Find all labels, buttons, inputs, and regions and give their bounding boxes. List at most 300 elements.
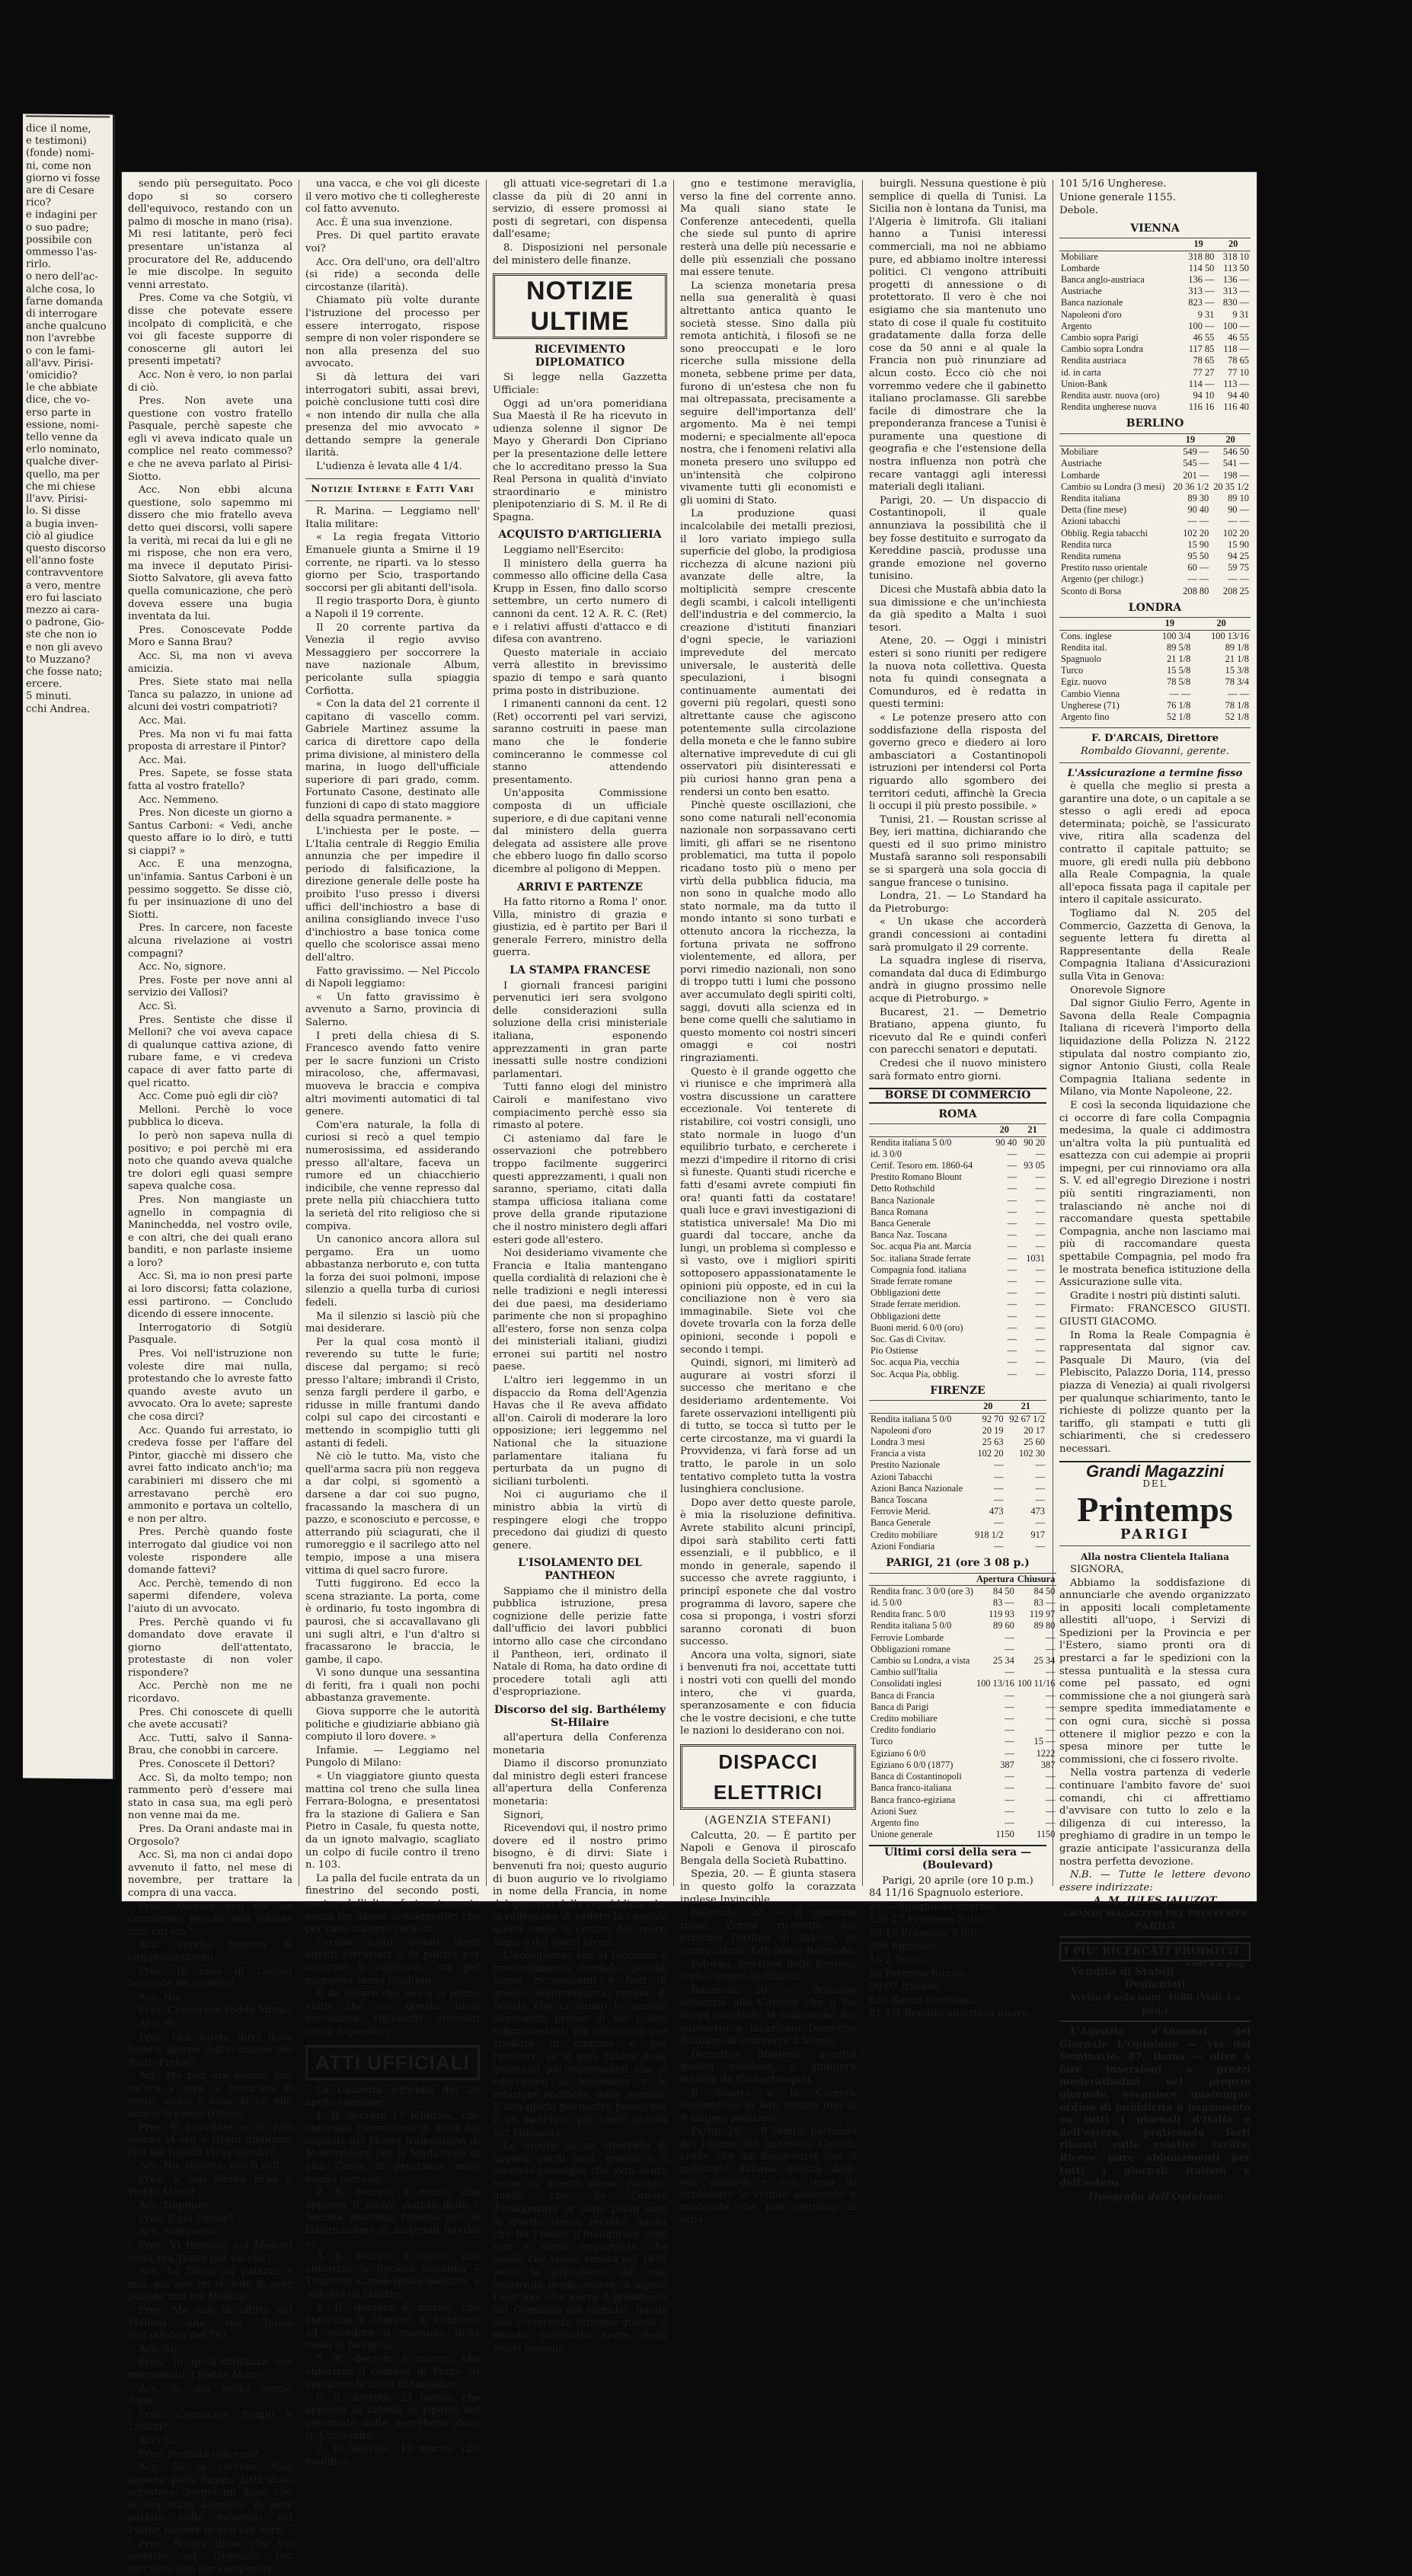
dispatch-item: Parigi, 20. — Un dispaccio di Costantinopoli, il quale annunziava la possibilità che il bey fosse destituito e surrogato da Kereddine pascià, produsse una grande emozione nel governo tunisino. [869,494,1046,583]
price-cell: 83 — [1033,1597,1056,1609]
price-cell: — [1046,1689,1056,1701]
price-cell: — [1007,1241,1017,1252]
parigi-borsa-city: PARIGI, 21 (ore 3 08 p.) [886,1557,1030,1570]
price-cell: — [1007,1159,1017,1171]
security-name: Austriache [1061,458,1102,469]
article-paragraph: Acc. Sì. [139,2343,177,2355]
security-name: Unione generale [871,1829,933,1840]
price-cell: — — [1187,574,1209,585]
price-cell: 546 50 [1222,446,1249,458]
table-row [869,1655,1056,1667]
price-cell: — [1035,1322,1045,1333]
printemps-salutation: SIGNORA, [1070,1563,1124,1575]
prev-page-line: dice il nome, [26,123,91,136]
article-paragraph: Furono tosto inviati degli agenti ferroviari e di polizia per scoprire il colpevole, ma pel momento senza risultato. [305,1936,480,1986]
prev-page-line: to Muzzano? [26,654,91,666]
price-cell: — — [1228,574,1249,585]
price-cell: 549 — [1183,446,1209,458]
table-row [869,1829,1056,1840]
price-cell: — [1005,1817,1014,1828]
table-header-cell: 19 [1181,238,1216,251]
article-paragraph: È da notare che non è la prima volta che su questa linea succedono vigliacchi attentati simili a questo. » [305,1988,480,2037]
vendita-stabili-sub: Avviso d'asta num. 1688 (Vedi 4.a pag.) [1069,1991,1241,2015]
price-cell: 15 3/8 [1225,665,1249,676]
security-name: Obblig. Regia tabacchi [1061,527,1148,539]
table-row [1059,562,1251,574]
ricercati-prodotti-banner [1059,1942,1251,1969]
price-cell: — [1005,1747,1014,1759]
price-cell: — [1046,1782,1056,1794]
section-heading: RICEVIMENTO DIPLOMATICO [535,344,625,369]
printemps-nb: N.B. — Tutte le lettere devono essere indirizzate: [1059,1869,1251,1894]
table-row [869,1299,1046,1310]
price-cell: 918 1/2 [975,1529,1004,1540]
prev-page-line: a bugia inven- [26,517,98,530]
price-cell: — — [1228,688,1249,699]
article-paragraph: Noi desideriamo vivamente che Francia e Italia mantengano quella cordialità di relazioni che è nelle tradizioni e negli interessi dei due paesi, ma desideriamo parimente che non si propaghino all'estero, forse non senza colpa dei ministeriali italiani, giudizi erronei sui partiti nel nostro paese. [493,1248,667,1373]
price-cell: 15 5/8 [1167,665,1191,676]
price-cell: 830 — [1222,297,1249,308]
article-paragraph: Acc. Sì, da molto tempo; non rammento però d'essere mai stato in casa sua, ma egli però non venne mai da me. [128,1772,292,1822]
section-heading: LA STAMPA FRANCESE [510,964,650,977]
security-name: Londra 3 mesi [871,1437,925,1448]
article-paragraph: Pres. Voi nell'istruzione non voleste dire mai nulla, protestando che lo avreste fatto quando aveste avuto un avvocato. Ora lo avete; sapreste che cosa dirci? [128,1348,292,1423]
table-row [869,1425,1046,1437]
price-cell: — [1005,1724,1014,1736]
table-row [869,1748,1056,1759]
article-paragraph: Acc. E una menzogna, un'infamia. Santus Carboni è un pessimo soggetto. Se disse ciò, fu per insinuazione di uno del Siotti. [128,858,292,921]
ad-paragraph: Onorevole Signore [1070,984,1166,996]
article-paragraph: Pres. E con Sanna Brau e Podde Moro? [128,2174,292,2198]
security-name: Soc. italiana Strade ferrate [871,1252,971,1264]
printemps-ad [1059,1461,1251,1938]
article-paragraph: Signori, [503,1809,544,1821]
table-header-cell: 19 [1147,618,1192,630]
security-name: Ungherese (71) [1061,699,1120,711]
security-name: Prestito Nazionale [871,1459,941,1471]
table-row [1059,286,1251,297]
price-cell: 102 20 [1222,527,1249,539]
price-cell: — [994,1459,1004,1471]
article-paragraph: Acc. Non è vero, io non parlai di ciò. [128,369,292,394]
article-paragraph: Si dà lettura dei vari interrogatori subiti, assai brevi, poichè conclusione tutti così dire « non intendo dir nulla che alla presenza del mio avvocato » dettando sempre la generale ilarità. [305,371,480,459]
article-paragraph: Pres. Di quel partito eravate voi? [305,230,480,254]
table-row [1059,586,1251,597]
article-paragraph: I rimanenti cannoni da cent. 12 (Ret) occorrenti pel vari servizi, saranno costruiti in paese man mano che le fonderie cominceranno le commesse col stanno attendendo presentamento. [493,698,667,786]
security-name: Detto Rothschild [871,1183,935,1194]
boulevard-line: 15 2 Turco. [869,1954,928,1967]
price-cell: — [1035,1540,1045,1552]
security-name: Azioni Banca Nazionale [871,1482,963,1494]
table-row [869,1736,1056,1747]
price-cell: — [1007,1148,1017,1159]
security-name: Argento [1061,320,1092,331]
article-paragraph: Pres. In carcere, non faceste alcuna rivelazione ai vostri compagni? [128,922,292,960]
article-paragraph: Acc. Sì, ma molto tempo dopo. [128,2383,292,2408]
security-name: Rendita italiana 5 0/0 [871,1620,952,1632]
article-paragraph: Pres. Sotgiù disse che voi andaste ad Orgosolo per tutt'altro che per comperare [128,2538,292,2575]
table-row [869,1494,1046,1506]
table-row [1059,493,1251,504]
article-paragraph: Per la qual cosa montò il reverendo su tutte le furie; discese dal pergamo; si recò presso l'altare; imbrandì il Cristo, senza fargli perdere il garbo, e ridusse in mille frantumi dando colpi sul capo dei circostanti e mettendo in scompiglio tutti gli astanti di fedeli. [305,1336,480,1449]
security-name: Lombarde [1061,262,1100,273]
article-paragraph: Pres. Vi trovaste col Melloni nella sua Tanca per vacche? [128,2240,292,2264]
printemps-addr2: GRANDI MAGAZZINI DEL PRINTEMPS [1062,1908,1247,1919]
ad-paragraph: In Roma la Reale Compagnia è rappresentata dal signor cav. Pasquale Di Mauro, (via del Plebiscito, Palazzo Doria, 114, presso piazza di Venezia) ai quali rivolgersi per qualunque schiarimento, tanto le richieste di polizze quanto per la tariffo, gli stampati e tutti gli schiarimenti, che si credessero necessari. [1059,1329,1251,1455]
price-cell: 25 34 [1033,1655,1056,1667]
article-paragraph: gno e testimone meraviglia, verso la fine del corrente anno. Ma quali siano state le Conferenze antecedenti, quella che siede sul punto di aprire resterà una delle più necessarie e delle più essenziali che possano mai essere tenute. [680,178,856,279]
table-row [869,1517,1046,1529]
article-paragraph: Acc. Mai. [139,714,187,727]
prev-page-line: rico? [26,197,51,209]
table-row [869,1585,1056,1597]
prev-page-line: tello venne da [26,431,98,444]
article-paragraph: L'inchiesta per le poste. — L'Italia centrale di Reggio Emilia annunzia che per impedire il periodo di falsificazione, la direzione generale delle poste ha proibito l'uso presso i diversi uffici dell'inchiostro a base di anilina consigliando invece l'uso d'inchiostro a base tonica come quello che scolorisce assai meno dell'altro. [305,826,480,964]
price-cell: — [1035,1171,1045,1183]
price-cell: 313 — [1222,286,1249,297]
article-paragraph: Pres. Non diceste un giorno a Santus Carboni: « Vedi, anche questo affare io lo dirò, e tutti si ciappi? » [128,807,292,857]
price-cell: — [994,1494,1004,1506]
section-heading: ARRIVI E PARTENZE [516,881,644,893]
security-name: Rendita franc. 5 0/0 [871,1609,946,1620]
article-paragraph: Acc. Come può egli dir ciò? [139,1091,278,1103]
security-name: Credito fondiario [871,1724,936,1736]
price-cell: 136 — [1188,273,1215,285]
price-cell: — [994,1540,1004,1552]
prev-page-line: all'avv. Pirisi- [26,357,94,370]
prev-page-line: le che abbiate [26,382,98,395]
price-cell: — [1005,1713,1014,1724]
printemps-body-2: Nella vostra partenza di vederle continuare l'ambito favore de' suoi comandi, chi ci affrettiamo d'avvisare con tutto lo zelo e la diligenza di cui interesso, la preghiamo di gradire in un tempo le grazie anticipate l'assicuranza della nostra perfetta devozione. [1059,1767,1251,1868]
firenze-borsa-table [869,1400,1046,1552]
price-cell: 52 1/8 [1225,711,1249,723]
price-cell: — [994,1471,1004,1482]
price-cell: — [1035,1264,1045,1275]
article-paragraph: Pres. Da Orani andaste mai in Orgosolo? [128,1823,292,1848]
price-cell: — [1046,1817,1056,1828]
price-cell: 89 80 [1033,1620,1056,1632]
price-cell: — [1035,1310,1045,1322]
security-name: Cambio sull'Italia [871,1667,938,1678]
article-paragraph: Pres. Conoscevate Podde Moro e Sanna Brau? [128,624,292,649]
article-paragraph: Quindi, signori, mi limiterò ad augurare ai vostri sforzi il successo che meritano e che desideriamo ardentemente. Voi farete osservazioni intelligenti più di tutto, se tocca sì tutto per le certe circostanze, ma vi guardi la Provvidenza, vi farà forse ad un tratto, le parole in un solo tentativo completo tutta la vostra lusinghiera conclusione. [680,1357,856,1496]
article-paragraph: una vacca, e che voi gli diceste il vero motivo che ti colleghereste col fatto avvenuto. [305,178,480,216]
security-name: Banca Nazionale [871,1194,935,1206]
prev-page-line: cchi Andrea. [26,702,91,715]
security-name: Spagnuolo [1061,654,1102,665]
dispatch-item: La squadra inglese di riserva, comandata dal duca di Edimburgo andrà in giugno prossimo nelle acque di Pietroburgo. » [869,955,1046,1005]
price-cell: — — [1169,688,1191,699]
prev-page-line: ero fui lasciato [26,592,102,605]
table-row [869,1678,1056,1689]
article-paragraph: I preti della chiesa di S. Francesco avendo fatto venire per le sacre funzioni un Cristo miracoloso, che, affermavasi, muoveva le braccia e compiva altri movimenti automatici di tal genere. [305,1030,480,1118]
boulevard-line: 396 Egiziano. [869,1941,939,1953]
price-cell: 15 — [1033,1736,1056,1747]
price-cell: 89 30 [1187,493,1209,504]
prev-page-line: (fonde) nomi- [26,147,94,160]
price-cell: 100 — [1188,320,1215,331]
table-row [869,1253,1046,1264]
price-cell: — [1035,1287,1045,1299]
security-name: Egiz. nuovo [1061,676,1107,688]
price-cell: — [1007,1322,1017,1333]
agenzia-stefani: (AGENZIA STEFANI) [704,1814,832,1827]
table-row [869,1322,1046,1334]
boulevard-line: 21 — Spagnuolo interno. [869,1900,995,1913]
prev-page-line: o con le fami- [26,345,95,358]
price-cell: 823 — [1188,297,1215,308]
price-cell: 83 — [992,1597,1014,1609]
security-name: Prestito russo orientale [1061,562,1148,574]
security-name: Rendita ital. [1061,641,1107,653]
table-row [869,1276,1046,1287]
table-row [869,1690,1056,1702]
ad-paragraph: Dal signor Giulio Ferro, Agente in Savona della Reale Compagnia Italiana di riceverà l'importo della liquidazione della Polizza N. 2122 stipulata dal nostro compianto zio, signor Antonio Giusti, colla Reale Compagnia Italiana sedente in Milano, via Monte Napoleone, 22. [1059,998,1251,1098]
table-row [1059,504,1251,516]
price-cell: 387 [1040,1759,1056,1770]
price-cell: 1031 [1026,1252,1045,1264]
prev-page-line: ommesso l'as- [26,246,97,259]
price-cell: 20 17 [1024,1424,1045,1436]
price-cell: 78 5/8 [1167,676,1191,688]
security-name: Cambio Vienna [1061,688,1120,699]
printemps-clientela: Alla nostra Clientela Italiana [1081,1552,1229,1563]
article-paragraph: Pres. In casa di Cadoni lasciaste un coltello? [128,1965,292,1990]
table-row [1059,321,1251,332]
market-note: Debole. [1059,205,1098,217]
table-row [869,1771,1056,1782]
article-paragraph: Questo materiale in acciaio verrà allestito in brevissimo spazio di tempo e sarà quanto prima posto in distribuzione. [493,647,667,697]
price-cell: 100 13/16 [1211,630,1249,641]
table-row [869,1160,1046,1171]
price-cell: — [1005,1701,1014,1712]
security-name: Sconto di Borsa [1061,585,1122,596]
article-paragraph: Acc. Sì. [139,1001,177,1012]
article-paragraph: Acc. Perchè, temendo di non sapermi difendere, voleva l'aiuto di un avvocato. [128,1577,292,1615]
tipografia: Tipografia dell'Opinione [1086,2191,1224,2203]
security-name: Banca franco-italiana [871,1782,952,1794]
price-cell: 541 — [1222,458,1249,469]
article-paragraph: Acc. No, signore. [139,961,226,973]
article-paragraph: Pres. Chi conoscete di quelli che avete accusati? [128,1706,292,1731]
article-paragraph: Pres. In quell'affittanza era interessato il Podde Moro? [128,2357,292,2381]
table-row [1059,274,1251,286]
price-cell: 92 67 1/2 [1009,1413,1045,1424]
price-cell: — [1035,1334,1045,1344]
table-row [869,1609,1056,1620]
table-row [1059,630,1251,642]
table-row [1059,379,1251,390]
price-cell: 201 — [1183,469,1209,481]
security-name: Argento fino [1061,711,1110,723]
price-cell: 94 25 [1228,551,1249,562]
security-name: Banca Generale [871,1217,931,1229]
price-cell: — [1005,1689,1014,1701]
security-name: id. in carta [1061,366,1101,378]
price-cell: — [1046,1724,1056,1736]
price-cell: 100 — [1222,320,1249,331]
article-paragraph: Io però non sapeva nulla di positivo; e poi perchè mi era noto che quando aveva qualche tre dolori egli quasi sempre sapeva qualche cosa. [128,1130,292,1193]
dispatch-item: Poliwka, direttore delle ferrovie serbe, venne destituito. [680,1958,856,1983]
prev-page-line: farne domanda [26,296,104,308]
table-row [869,1702,1056,1713]
table-header-cell: 20 [971,1401,1005,1413]
article-paragraph: Ci asteniamo dal fare le osservazioni che potrebbero troppo facilmente suggerirci questi apprezzamenti, i quali non saranno, speriamo, citati dalla stampa ufficiosa italiana come prove della grande riputazione che il nostro ministero degli affari esteri gode all'estero. [493,1133,667,1246]
security-name: Detta (fine mese) [1061,504,1127,516]
roma-borsa-table [869,1123,1046,1379]
atti-ufficiali-title: ATTI UFFICIALI [305,2045,480,2080]
price-cell: — [1035,1471,1045,1482]
price-cell: — [1046,1643,1056,1654]
printemps-city: PARIGI [1120,1526,1190,1542]
dispatch-item: Belgrado, 20. — Il generale russo Zurow ricevette dal principe l'ordine di Takovo, di prima classe. Egli lasciò Belgrado. [680,1907,856,1957]
boulevard-line: 81 1/4 Rendita austriaca nuova. [869,2008,1032,2020]
price-cell: 1150 [1037,1829,1056,1840]
table-row [1059,711,1251,723]
dispatch-item: Credesi che il nuovo ministero sarà formato entro giorni. [869,1057,1046,1082]
price-cell: — [1007,1194,1017,1206]
price-cell: 116 40 [1223,401,1249,413]
security-name: Banca di Francia [871,1689,934,1701]
article-paragraph: Un canonico ancora allora sul pergamo. Era un uomo abbastanza nerboruto e, con tutta la forza dei suoi polmoni, impose silenzio a quella turba di curiosi fedeli. [305,1234,480,1309]
table-row [869,1311,1046,1322]
article-paragraph: Acc. Perchè non me ne ricordavo. [128,1680,292,1705]
table-header-cell [1059,434,1171,446]
table-row [1059,458,1251,469]
ad-paragraph: è quella che meglio si presta a garantire una dote, o un capitale a se stesso o agli eredi ad epoca determinata; poichè, se l'assicurato vive, ritira alla scadenza del contratto il capitale pattuito; se muore, gli eredi nulla più debbono alla Reale Compagnia, la quale all'epoca fissata paga il capitale per intero il capitale assicurato. [1059,781,1251,906]
column-2 [299,178,486,2468]
prev-page-line: anche qualcuno [26,320,107,333]
article-paragraph: Acc. Quando fui arrestato, io credeva fosse per l'affare del Pintor, giacchè mi dissero che avrei fatto indicato anch'io; ma carabinieri mi dissero che mi arrestavano perchè ero ammonito e portava un coltello, e non per altro. [128,1424,292,1525]
article-paragraph: Pres. Foste per nove anni al servizio dei Vallosi? [128,974,292,999]
security-name: Rendita austr. nuova (oro) [1061,390,1160,401]
price-cell: 114 50 [1188,262,1215,273]
article-paragraph: Lo sapete: in un intervallo di appena pochi anni, questo è il secondo convegno che avrà avuto luogo in questo stesso recinto; quella che ho l'onore d'inaugurare or sono pochi anni in questo stesso recinto; quella che ho l'onore d'inaugurare oggi non è meno importante che quella che venne tenuta nel 1878 sotto la presidenza del mio onorevole predecessore, il signor Léon Say, che aveva il presidente del Consiglio dei ministri; quelle due conferenze provano quanto il mondo civilizzato sente degli stessi bisogni. [493,2140,667,2354]
price-cell: 90 40 [1187,504,1209,516]
price-cell: 93 05 [1024,1159,1045,1171]
security-name: Obbligazioni romane [871,1643,950,1654]
price-cell: 20 36 1/2 [1173,481,1209,492]
article-paragraph: Pres. Parlaste con essi? [139,2448,259,2460]
price-cell: — [1007,1368,1017,1379]
article-paragraph: « Con la data del 21 corrente il capitano di vascello comm. Gabriele Martinez assume la carica di direttore capo della prima divisione, al ministero della marina, in luogo dell'ufficiale superiore di pari grado, comm. Fortunato Casone, destinato alle funzioni di capo di stato maggiore della squadra permanente. » [305,698,480,824]
price-cell: — [1005,1643,1014,1654]
security-name: Cambio su Londra (3 mesi) [1061,481,1165,492]
table-header-cell: 21 [1018,1124,1046,1136]
price-cell: — [1007,1334,1017,1344]
price-cell: — [1005,1782,1014,1794]
article-paragraph: L'altro ieri leggemmo in un dispaccio da Roma dell'Agenzia Havas che il Re aveva affidato all'on. Cairoli di moderare la loro opposizione; ieri leggemmo nel National che la situazione parlamentare italiana fu perturbata da un pugno di siciliani turbolenti. [493,1375,667,1488]
decree-item: 6. R. decreto, 24 marzo, che approva la tabella di riparto del personale delle segreterie delle R. Università; [305,2392,480,2442]
price-cell: — [1035,1357,1045,1368]
ad-paragraph: Firmato: FRANCESCO GIUSTI. GIUSTI GIACOMO. [1059,1303,1251,1328]
price-cell: 20 35 1/2 [1213,481,1249,492]
article-paragraph: Nè ciò le tutto. Ma, visto che quell'arma sacra più non reggeva a dar colpi, si sgomentò a darsene a dar coi suo pugno, fracassando la maschera di un pazzo, e sconosciuto e percosse, e atterrando più sciagurati, che il rumoreggio e il sacrilego atto nel tempio, impose a una misera vittima di quel sacro furore. [305,1451,480,1577]
dispatch-item: Calcutta, 20. — È partito per Napoli e Genova il piroscafo Bengala della Società Rubattino. [680,1830,856,1867]
security-name: Banca anglo-austriaca [1061,273,1145,285]
dispatch-item: « Le potenze presero atto con soddisfazione della risposta del governo greco e diedero ai loro ambasciatori a Costantinopoli istruzioni per intendersi col Porta riguardo allo sgombero dei territori ceduti, affinchè la Grecia li occupi il più presto possibile. » [869,711,1046,813]
article-paragraph: Acc. La Tanca su palazzo è mia, ma non mi ricordo di aver parlato mai col Melloni. [128,2266,292,2303]
article-paragraph: Questo è il grande oggetto che vi riunisce e che imprimerà alla vostra discussione un carattere eccezionale. Voi tenterete di ristabilire, coi vostri consigli, uno stato normale in luogo d'un equilibrio turbato, e cercherete i mezzi d'impedire il ritorno di crisi sì funeste. Quanti studi ricerche e fatti d'esami avrete compiuti fin ora! quanti fatti da costatare! quali luce e gravi investigazioni di statistica universale! Ma Dio mi guardi dal toccare, anche da lungi, un problema sì complesso e sì vasto, ove i migliori spiriti sottoposero appassionatamente le opinioni più opposte, ed in cui la conciliazione non è vero sia immaginabile. Siete voi che dovete trovarla con la forza delle opinioni, seconde i popoli e secondo i tempi. [680,1066,856,1356]
prev-page-line: 'omicidio? [26,369,78,382]
price-cell: — [1035,1345,1045,1357]
ricercati-prodotti-ref: Vedi 4.a pag. [1185,1958,1246,1969]
price-cell: 76 1/8 [1167,699,1191,711]
security-name: Ferrovie Lombarde [871,1632,944,1643]
price-cell: — [1035,1229,1045,1241]
table-row [869,1713,1056,1724]
security-name: Cambio sopra Parigi [1061,332,1139,343]
article-paragraph: « Un fatto gravissimo è avvenuto a Sarno, provincia di Salerno. [305,991,480,1028]
security-name: id. 3 0/0 [871,1148,902,1159]
article-paragraph: Acc. Sì. [139,2434,177,2447]
price-cell: — [1005,1805,1014,1817]
security-name: Azioni Suez [871,1805,917,1817]
security-name: Azioni Tabacchi [871,1471,933,1482]
article-paragraph: Pres. Non avete una questione con vostro fratello Pasquale, perchè sapeste che egli vi aveva indicato quale un complice nel reato commesso? e che ne aveva parlato al Pirisi-Siotto. [128,395,292,483]
article-paragraph: Tutti fanno elogi del ministro Cairoli e manifestano vivo compiacimento perchè esso sia rimasto al potere. [493,1082,667,1132]
price-cell: 77 10 [1228,366,1249,378]
security-name: Union-Bank [1061,378,1108,389]
price-cell: — [1007,1252,1017,1264]
price-cell: — [1035,1494,1045,1506]
boulevard-line: 56 Ferrovie turche. [869,1967,968,1980]
article-paragraph: « La regia fregata Vittorio Emanuele giunta a Smirne il 19 corrente, ne riparti. va lo stesso giorno per Scio, trasportando soccorsi per gli abitanti dell'isola. [305,532,480,594]
security-name: Strade ferrate romane [871,1275,953,1286]
price-cell: 100 13/16 [976,1678,1014,1689]
price-cell: — [1035,1148,1045,1159]
security-name: id. 5 0/0 [871,1597,902,1609]
price-cell: 318 10 [1222,251,1249,262]
article-paragraph: Diamo il discorso pronunziato dal ministro degli esteri francese all'apertura della Conferenza monetaria: [493,1758,667,1808]
article-paragraph: Infamie. — Leggiamo nel Pungolo di Milano: [305,1744,480,1769]
article-paragraph: Un'apposita Commissione composta di un ufficiale superiore, e di due capitani venne dal ministero della guerra delegata ad assistere alle prove che ebbero luogo fin dallo scorso dicembre al poligono di Meppen. [493,788,667,875]
table-row [869,1472,1046,1483]
price-cell: 46 55 [1193,332,1215,343]
price-cell: — [1046,1771,1056,1782]
article-paragraph: La scienza monetaria presa nella sua generalità è quasi altrettanto antica quanto le società stesse. Sino dalla più remota antichità, i filosofi se ne sono preoccupati e le loro ricerche sulla missione della moneta, sebbene prime per data, furono di un'estesa che non fu mai oltrepassata, precisamente a seguire dell'importanza dell' argomento. Ma è nei tempi moderni; e specialmente all'epoca nostra, che i fenomeni relativi alla moneta presero uno sviluppo ed un'intensità che colpirono vivamente tutti gli economisti e gli uomini di Stato. [680,280,856,507]
table-row [1059,251,1251,263]
article-paragraph: Acc. Nemmeno. [139,2226,219,2239]
security-name: Soc. acqua Pia, vecchia [871,1357,960,1368]
column-3 [487,178,673,2354]
price-cell: 9 31 [1197,308,1215,320]
price-cell: — [1007,1299,1017,1310]
prev-page-line: ll'avv. Pirisi- [26,493,88,506]
prev-page-line: essione, nomi- [26,419,99,432]
table-row [869,1413,1046,1425]
price-cell: 90 — [1228,504,1249,516]
parigi-borsa-table [869,1573,1056,1841]
price-cell: 102 20 [1183,527,1209,539]
column-5 [863,178,1056,2020]
table-header-cell: 19 [1171,434,1211,446]
price-cell: 78 1/8 [1225,699,1249,711]
price-cell: — — [1187,516,1209,527]
price-cell: 208 25 [1222,585,1249,596]
article-paragraph: gli attuati vice-segretari di 1.a classe da più di 20 anni in servizio, di essere promossi ai posti di segretari, con dispensa dall'esame; [493,178,667,241]
price-cell: — [1007,1287,1017,1299]
price-cell: 95 50 [1187,551,1209,562]
table-row [869,1287,1046,1299]
price-cell: — [1007,1206,1017,1217]
price-cell: 20 19 [982,1424,1004,1436]
article-paragraph: Acc. No. [139,1991,182,2003]
prev-page-line: ste che non io [26,628,97,641]
table-header-cell: 20 [1210,434,1251,446]
table-row [869,1795,1056,1806]
berlino-borsa-table [1059,433,1251,597]
